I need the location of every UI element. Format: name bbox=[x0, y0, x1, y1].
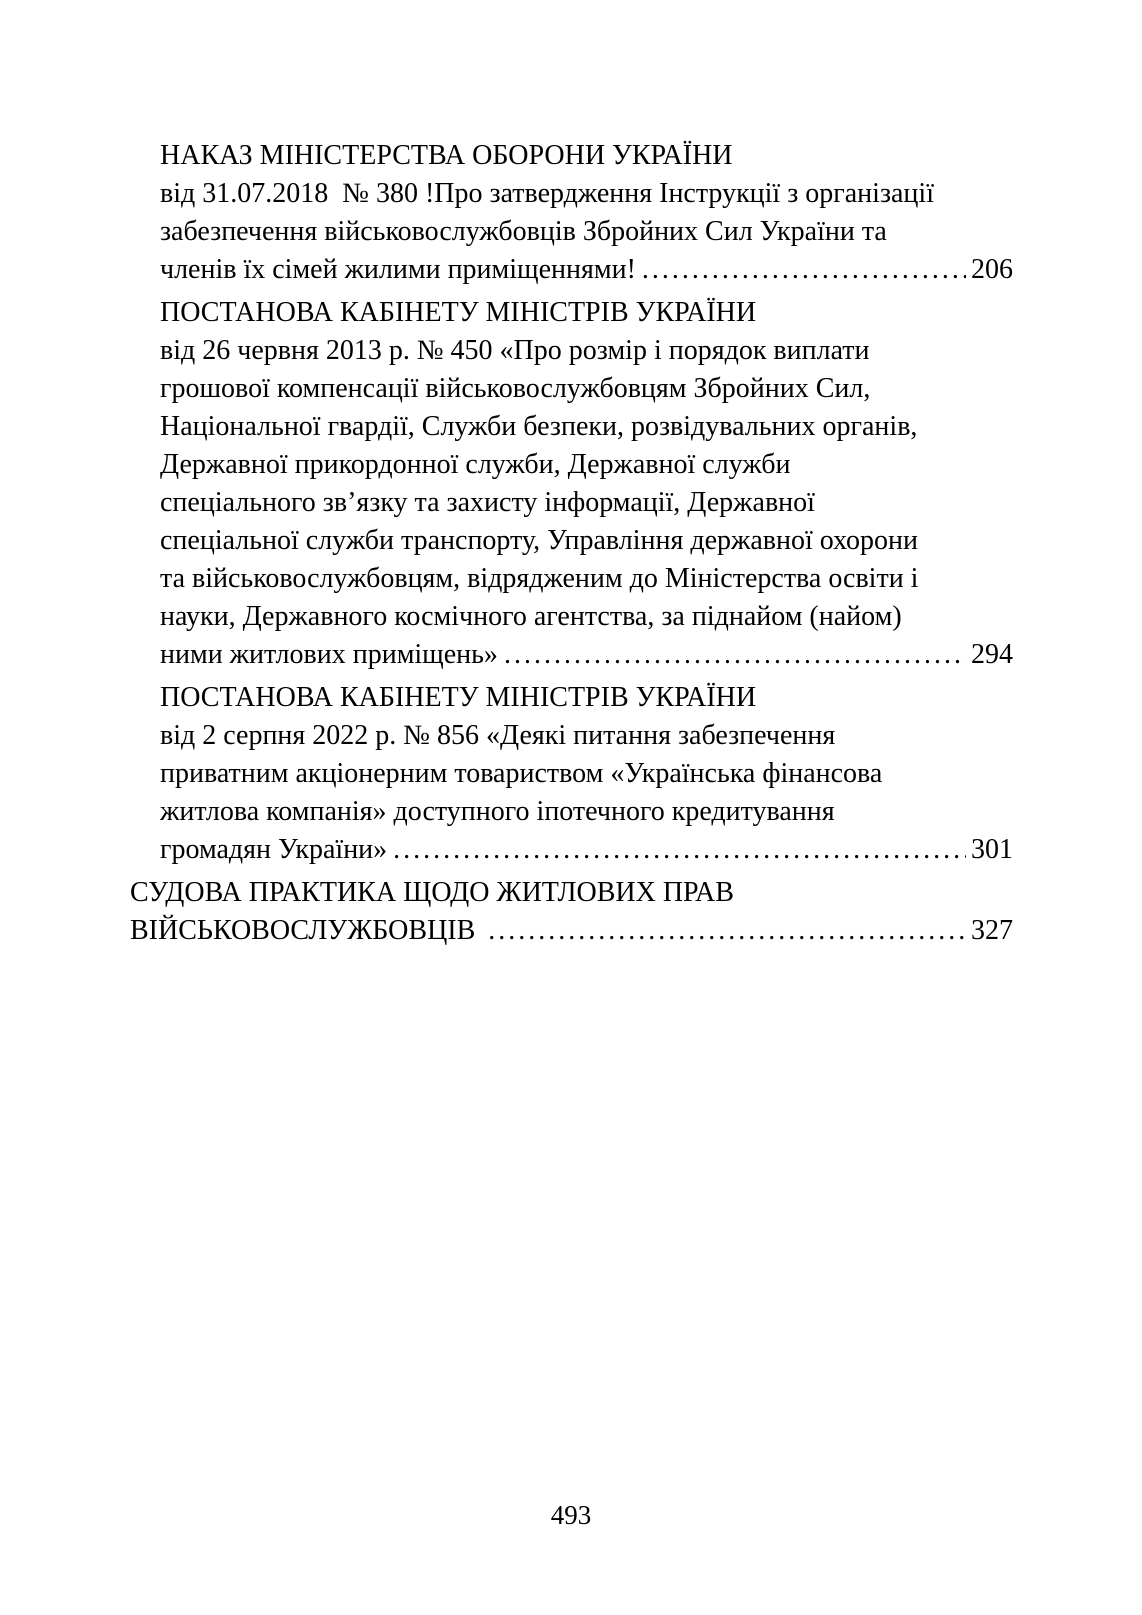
dot-leader bbox=[488, 912, 966, 950]
toc-entry-line: Національної гвардії, Служби безпеки, розвідувальних органів, bbox=[160, 411, 918, 442]
toc-entry-heading: СУДОВА ПРАКТИКА ЩОДО ЖИТЛОВИХ ПРАВ bbox=[130, 877, 734, 908]
dot-leader bbox=[642, 251, 966, 289]
dot-leader bbox=[504, 636, 966, 674]
table-of-contents bbox=[130, 137, 1013, 955]
toc-entry-line: приватним акціонерним товариством «Українська фінансова bbox=[160, 758, 883, 789]
toc-entry-line: ними житлових приміщень» bbox=[160, 639, 498, 670]
toc-entry-postanova-450 bbox=[130, 294, 1013, 674]
toc-entry-line: від 2 серпня 2022 р. № 856 «Деякі питання забезпечення bbox=[160, 720, 836, 751]
toc-entry-last-line bbox=[130, 912, 1013, 950]
toc-entry-heading: ПОСТАНОВА КАБІНЕТУ МІНІСТРІВ УКРАЇНИ bbox=[160, 297, 757, 328]
toc-entry-nakaz-380 bbox=[130, 137, 1013, 289]
toc-entry-heading: НАКАЗ МІНІСТЕРСТВА ОБОРОНИ УКРАЇНИ bbox=[160, 140, 733, 171]
toc-entry-line: членів їх сімей жилими приміщеннями! bbox=[160, 254, 636, 285]
toc-entry-last-line bbox=[160, 831, 1013, 869]
toc-entry-line: від 26 червня 2013 р. № 450 «Про розмір і порядок виплати bbox=[160, 335, 870, 366]
toc-entry-last-line bbox=[160, 251, 1013, 289]
toc-entry-line: спеціального зв’язку та захисту інформації, Державної bbox=[160, 487, 815, 518]
toc-entry-line: громадян України» bbox=[160, 834, 388, 865]
toc-entry-line: від 31.07.2018 № 380 !Про затвердження Інструкції з організації bbox=[160, 178, 934, 209]
toc-entry-postanova-856 bbox=[130, 679, 1013, 869]
toc-entry-line: забезпечення військовослужбовців Збройних Сил України та bbox=[160, 216, 887, 247]
toc-entry-line: та військовослужбовцям, відрядженим до Міністерства освіти і bbox=[160, 563, 919, 594]
toc-entry-line: ВІЙСЬКОВОСЛУЖБОВЦІВ bbox=[130, 915, 483, 946]
toc-entry-line: грошової компенсації військовослужбовцям Збройних Сил, bbox=[160, 373, 871, 404]
toc-entry-heading: ПОСТАНОВА КАБІНЕТУ МІНІСТРІВ УКРАЇНИ bbox=[160, 682, 757, 713]
toc-entry-page-number: 301 bbox=[971, 834, 1013, 865]
toc-entry-line: спеціальної служби транспорту, Управління державної охорони bbox=[160, 525, 918, 556]
footer-page-number: 493 bbox=[550, 1500, 592, 1530]
toc-entry-line: науки, Державного космічного агентства, за піднайом (найом) bbox=[160, 601, 902, 632]
toc-entry-page-number: 206 bbox=[971, 254, 1013, 285]
toc-entry-page-number: 294 bbox=[971, 639, 1013, 670]
toc-entry-sudova-praktyka bbox=[130, 874, 1013, 950]
toc-entry-page-number: 327 bbox=[971, 915, 1013, 946]
toc-entry-line: Державної прикордонної служби, Державної служби bbox=[160, 449, 791, 480]
dot-leader bbox=[393, 831, 966, 869]
toc-entry-last-line bbox=[160, 636, 1013, 674]
toc-entry-line: житлова компанія» доступного іпотечного кредитування bbox=[160, 796, 835, 827]
